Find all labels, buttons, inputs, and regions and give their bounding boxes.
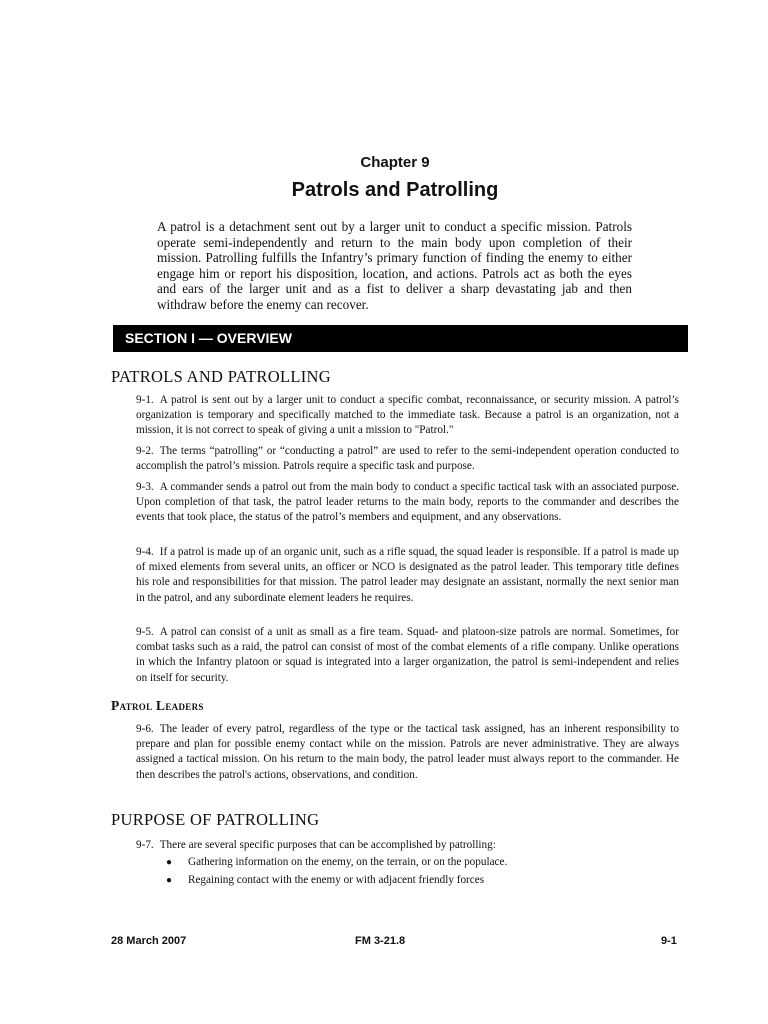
chapter-intro: A patrol is a detachment sent out by a larger unit to conduct a specific mission. Patrols operate semi-independently and return to the main body upon completion of their mission. Patrolling fulfills the Infantry’s primary function of finding the enemy to either engage him or report his disposition, location, and actions. Patrols act as both the eyes and ears of the larger unit and as a fist to deliver a sharp devastating jab and then withdraw before the enemy can recover.: [157, 219, 632, 312]
paragraph-number: 9-5.: [136, 626, 154, 638]
paragraph-text: A patrol can consist of a unit as small as a fire team. Squad- and platoon-size patrols are normal. Sometimes, for combat tasks such as a raid, the patrol can consist of most of the combat elements of a rifle company. Unlike operations in which the Infantry platoon or squad is integrated into a larger organization, the patrol is semi-independent and relies on itself for security.: [136, 626, 679, 684]
paragraph-text: There are several specific purposes that can be accomplished by patrolling:: [159, 839, 496, 851]
bullet-icon: ●: [166, 857, 173, 868]
paragraph-9-3: [136, 480, 679, 526]
heading-purpose-of-patrolling: PURPOSE OF PATROLLING: [111, 810, 320, 829]
paragraph-9-1: [136, 393, 679, 439]
paragraph-9-4: [136, 545, 679, 606]
paragraph-number: 9-3.: [136, 481, 154, 493]
heading-patrol-leaders: Patrol Leaders: [111, 698, 204, 713]
paragraph-text: A patrol is sent out by a larger unit to conduct a specific combat, reconnaissance, or security mission. A patrol’s organization is temporary and specifically matched to the immediate task. Because a patrol is an organization, not a mission, it is not correct to speak of giving a unit a mission to "Patrol.": [136, 394, 679, 437]
bullet-text: Gathering information on the enemy, on the terrain, or on the populace.: [188, 856, 508, 868]
paragraph-number: 9-2.: [136, 445, 154, 457]
bullet-text: Regaining contact with the enemy or with adjacent friendly forces: [188, 874, 485, 886]
footer-manual: FM 3-21.8: [355, 935, 406, 947]
paragraph-9-2: [136, 444, 679, 474]
footer-page-number: 9-1: [661, 935, 677, 947]
paragraph-number: 9-4.: [136, 546, 154, 558]
paragraph-9-6: [136, 722, 679, 783]
paragraph-text: A commander sends a patrol out from the main body to conduct a specific tactical task with an associated purpose. Upon completion of that task, the patrol leader returns to the main body, reports to the commander and describes the events that took place, the status of the patrol’s members and equipment, and any observations.: [136, 481, 679, 524]
paragraph-9-7: [136, 838, 679, 853]
heading-patrols-and-patrolling: PATROLS AND PATROLLING: [111, 367, 331, 386]
paragraph-number: 9-1.: [136, 394, 154, 406]
footer-date: 28 March 2007: [111, 935, 187, 947]
chapter-title: Patrols and Patrolling: [291, 179, 499, 201]
paragraph-9-5: [136, 625, 679, 686]
paragraph-number: 9-6.: [136, 723, 154, 735]
paragraph-text: If a patrol is made up of an organic unit, such as a rifle squad, the squad leader is responsible. If a patrol is made up of mixed elements from several units, an officer or NCO is designated as the patrol leader. This temporary title defines his role and responsibilities for that mission. The patrol leader may designate an assistant, normally the next senior man in the patrol, and any subordinate element leaders he requires.: [136, 546, 679, 604]
paragraph-text: The terms “patrolling” or “conducting a patrol” are used to refer to the semi-independent operation conducted to accomplish the patrol’s mission. Patrols require a specific task and purpose.: [136, 445, 679, 473]
chapter-number: Chapter 9: [360, 154, 430, 171]
bullet-icon: ●: [166, 875, 173, 886]
paragraph-number: 9-7.: [136, 839, 154, 851]
section-banner: SECTION I — OVERVIEW: [113, 325, 688, 352]
paragraph-text: The leader of every patrol, regardless of the type or the tactical task assigned, has an inherent responsibility to prepare and plan for possible enemy contact while on the mission. Patrols are never administrative. They are always assigned a tactical mission. On his return to the main body, the patrol leader must always report to the commander. He then describes the patrol's actions, observations, and condition.: [136, 723, 679, 781]
